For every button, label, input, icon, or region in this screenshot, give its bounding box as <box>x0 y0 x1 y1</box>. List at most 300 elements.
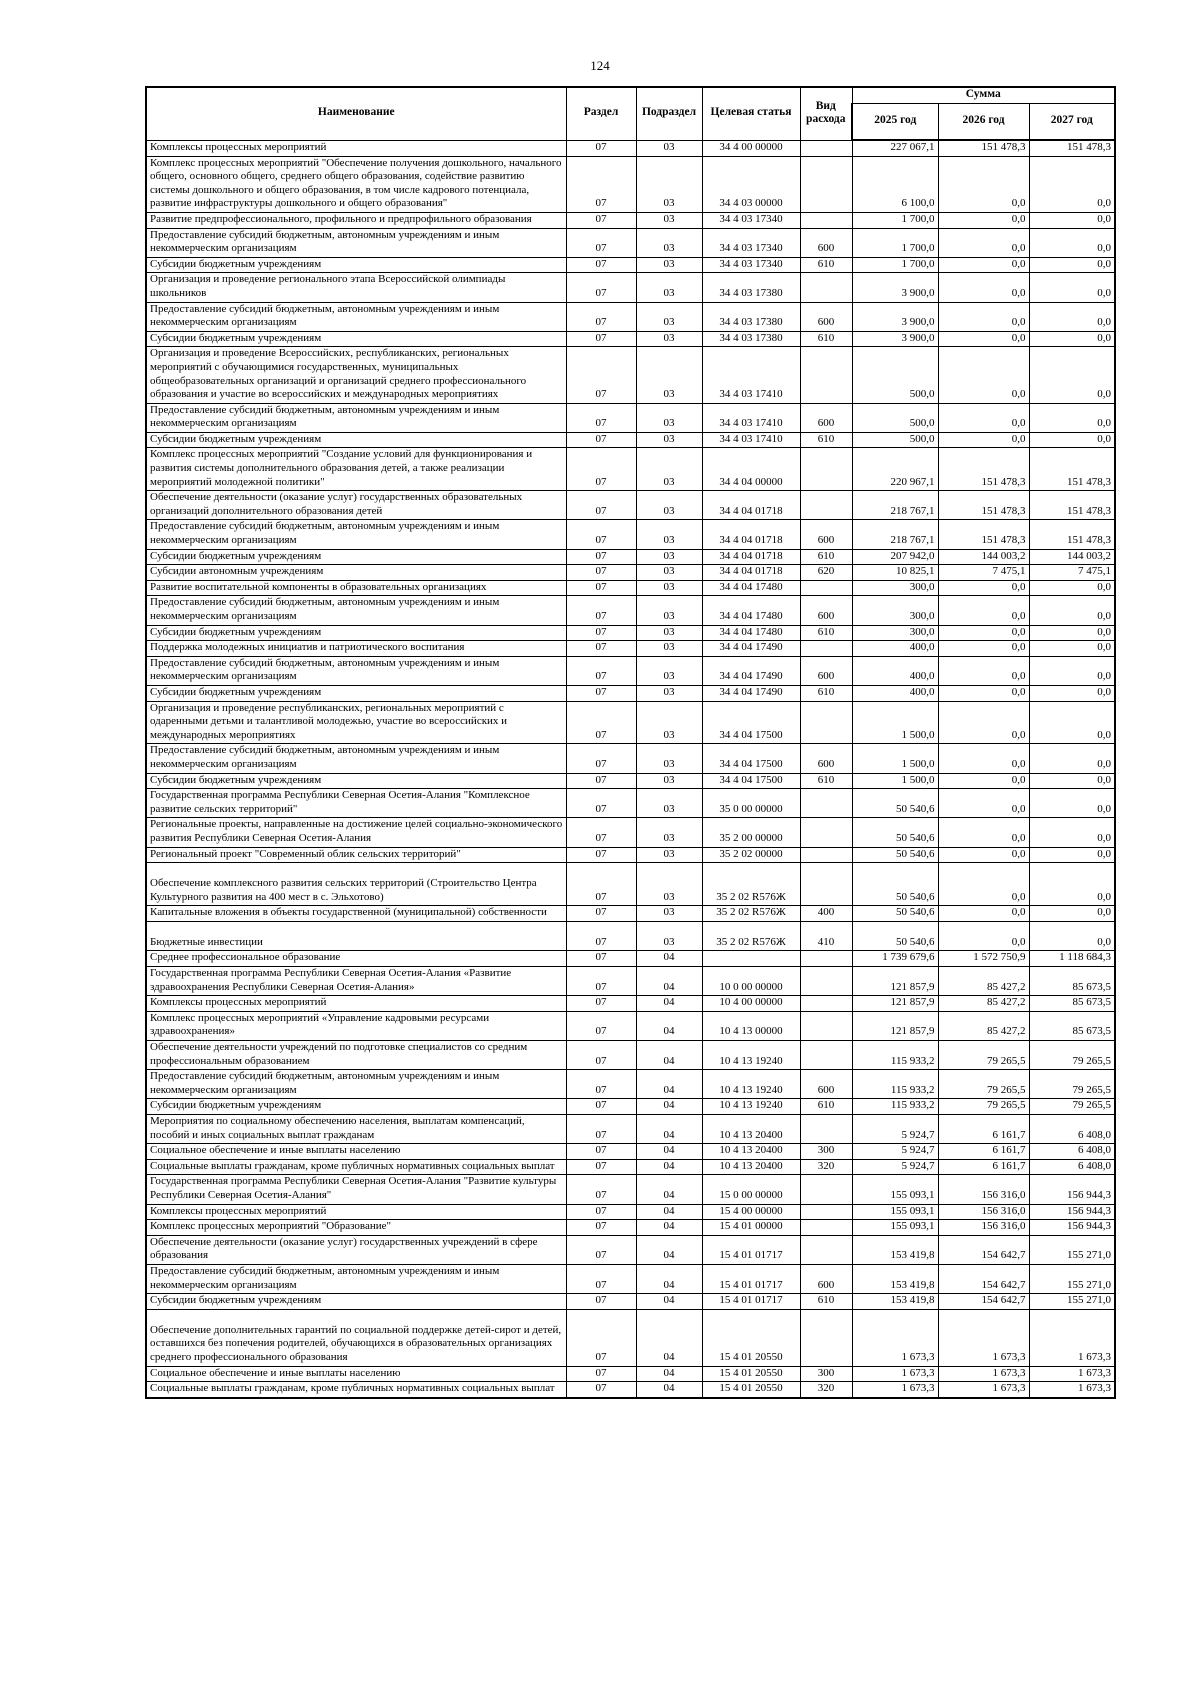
row-sum-2025: 1 700,0 <box>852 212 938 228</box>
table-header <box>146 87 1115 140</box>
row-sum-2025: 1 500,0 <box>852 744 938 773</box>
row-vid-raskhoda <box>800 1235 852 1264</box>
row-vid-raskhoda: 320 <box>800 1382 852 1398</box>
row-podrazdel: 03 <box>636 212 702 228</box>
row-sum-2025: 5 924,7 <box>852 1115 938 1144</box>
row-sum-2025: 153 419,8 <box>852 1294 938 1310</box>
row-name: Государственная программа Республики Северная Осетия-Алания «Развитие здравоохранения Республики Северная Осетия-Алания» <box>146 967 566 996</box>
row-vid-raskhoda <box>800 863 852 906</box>
table-row <box>146 818 1115 847</box>
row-vid-raskhoda: 410 <box>800 921 852 951</box>
row-sum-2026: 154 642,7 <box>938 1235 1029 1264</box>
row-sum-2025: 218 767,1 <box>852 491 938 520</box>
row-sum-2025: 218 767,1 <box>852 520 938 549</box>
row-sum-2026: 1 673,3 <box>938 1382 1029 1398</box>
row-sum-2025: 1 739 679,6 <box>852 951 938 967</box>
header-year-2025: 2025 год <box>852 104 938 141</box>
row-sum-2025: 1 500,0 <box>852 773 938 789</box>
row-podrazdel: 03 <box>636 448 702 491</box>
row-razdel: 07 <box>566 1309 636 1366</box>
row-name: Социальное обеспечение и иные выплаты населению <box>146 1366 566 1382</box>
row-razdel: 07 <box>566 432 636 448</box>
row-sum-2027: 0,0 <box>1029 432 1115 448</box>
row-name: Региональный проект "Современный облик сельских территорий" <box>146 847 566 863</box>
row-vid-raskhoda: 610 <box>800 773 852 789</box>
row-sum-2025: 50 540,6 <box>852 818 938 847</box>
row-sum-2026: 154 642,7 <box>938 1294 1029 1310</box>
table-row <box>146 1011 1115 1040</box>
row-name: Организация и проведение Всероссийских, республиканских, региональных мероприятий с обучающимися государственных, муниципальных общеобразовательных организаций и организаций среднего профессионального образования и участие во всероссийских и международных мероприятиях <box>146 347 566 403</box>
row-celevaya-statya: 35 2 02 00000 <box>702 847 800 863</box>
row-razdel: 07 <box>566 1175 636 1204</box>
row-celevaya-statya: 34 4 03 17380 <box>702 273 800 302</box>
row-podrazdel: 03 <box>636 818 702 847</box>
row-vid-raskhoda <box>800 1011 852 1040</box>
table-row <box>146 1366 1115 1382</box>
budget-table <box>145 86 1116 1399</box>
row-celevaya-statya: 34 4 04 01718 <box>702 520 800 549</box>
row-razdel: 07 <box>566 1220 636 1236</box>
row-sum-2025: 1 673,3 <box>852 1382 938 1398</box>
row-celevaya-statya: 35 2 02 R576Ж <box>702 921 800 951</box>
row-sum-2026: 0,0 <box>938 863 1029 906</box>
row-celevaya-statya: 34 4 04 17480 <box>702 596 800 625</box>
row-vid-raskhoda <box>800 491 852 520</box>
row-razdel: 07 <box>566 140 636 156</box>
row-podrazdel: 04 <box>636 1235 702 1264</box>
row-name: Предоставление субсидий бюджетным, автономным учреждениям и иным некоммерческим организациям <box>146 1264 566 1293</box>
row-sum-2026: 151 478,3 <box>938 140 1029 156</box>
row-sum-2027: 151 478,3 <box>1029 140 1115 156</box>
row-sum-2025: 50 540,6 <box>852 863 938 906</box>
row-podrazdel: 03 <box>636 331 702 347</box>
row-name: Организация и проведение республиканских, региональных мероприятий с одаренными детьми и талантливой молодежью, участие во всероссийских и международных мероприятиях <box>146 701 566 744</box>
row-sum-2027: 7 475,1 <box>1029 565 1115 581</box>
row-sum-2025: 155 093,1 <box>852 1175 938 1204</box>
row-sum-2027: 0,0 <box>1029 156 1115 212</box>
row-podrazdel: 03 <box>636 520 702 549</box>
row-name: Субсидии бюджетным учреждениям <box>146 331 566 347</box>
row-name: Организация и проведение регионального этапа Всероссийской олимпиады школьников <box>146 273 566 302</box>
table-row <box>146 491 1115 520</box>
table-row <box>146 847 1115 863</box>
row-sum-2026: 1 673,3 <box>938 1309 1029 1366</box>
row-celevaya-statya: 34 4 03 17340 <box>702 257 800 273</box>
row-celevaya-statya: 35 2 02 R576Ж <box>702 863 800 906</box>
row-name: Комплекс процессных мероприятий "Создание условий для функционирования и развития системы дополнительного образования детей, а также реализации мероприятий молодежной политики" <box>146 448 566 491</box>
row-sum-2025: 121 857,9 <box>852 996 938 1012</box>
table-row <box>146 403 1115 432</box>
table-row <box>146 863 1115 906</box>
row-razdel: 07 <box>566 403 636 432</box>
row-podrazdel: 03 <box>636 625 702 641</box>
row-sum-2025: 121 857,9 <box>852 1011 938 1040</box>
row-razdel: 07 <box>566 212 636 228</box>
row-sum-2025: 155 093,1 <box>852 1204 938 1220</box>
row-sum-2027: 0,0 <box>1029 818 1115 847</box>
row-name: Обеспечение дополнительных гарантий по социальной поддержке детей-сирот и детей, оставшихся без попечения родителей, обучающихся в образовательных организациях среднего профессионального образования <box>146 1309 566 1366</box>
row-sum-2026: 79 265,5 <box>938 1070 1029 1099</box>
row-podrazdel: 04 <box>636 1204 702 1220</box>
row-name: Субсидии бюджетным учреждениям <box>146 432 566 448</box>
row-sum-2027: 85 673,5 <box>1029 1011 1115 1040</box>
row-vid-raskhoda: 600 <box>800 1264 852 1293</box>
row-sum-2026: 0,0 <box>938 302 1029 331</box>
row-sum-2026: 0,0 <box>938 580 1029 596</box>
row-razdel: 07 <box>566 685 636 701</box>
table-body <box>146 140 1115 1398</box>
row-razdel: 07 <box>566 565 636 581</box>
row-celevaya-statya: 10 4 13 19240 <box>702 1099 800 1115</box>
row-name: Обеспечение комплексного развития сельских территорий (Строительство Центра Культурного развития на 400 мест в с. Эльхотово) <box>146 863 566 906</box>
row-podrazdel: 03 <box>636 565 702 581</box>
row-sum-2026: 0,0 <box>938 656 1029 685</box>
table-row <box>146 347 1115 403</box>
row-sum-2025: 207 942,0 <box>852 549 938 565</box>
row-celevaya-statya: 35 2 00 00000 <box>702 818 800 847</box>
row-razdel: 07 <box>566 520 636 549</box>
row-sum-2025: 400,0 <box>852 641 938 657</box>
row-sum-2026: 0,0 <box>938 156 1029 212</box>
row-razdel: 07 <box>566 744 636 773</box>
row-razdel: 07 <box>566 656 636 685</box>
row-sum-2025: 500,0 <box>852 347 938 403</box>
row-sum-2027: 1 673,3 <box>1029 1309 1115 1366</box>
row-celevaya-statya: 15 4 01 01717 <box>702 1264 800 1293</box>
header-summa: Сумма <box>852 87 1115 104</box>
row-sum-2025: 500,0 <box>852 403 938 432</box>
row-sum-2025: 115 933,2 <box>852 1099 938 1115</box>
row-podrazdel: 03 <box>636 685 702 701</box>
row-sum-2025: 400,0 <box>852 656 938 685</box>
row-sum-2026: 156 316,0 <box>938 1204 1029 1220</box>
row-celevaya-statya: 34 4 04 17490 <box>702 641 800 657</box>
row-sum-2026: 0,0 <box>938 906 1029 922</box>
row-name: Развитие предпрофессионального, профильного и предпрофильного образования <box>146 212 566 228</box>
row-podrazdel: 03 <box>636 403 702 432</box>
row-celevaya-statya: 34 4 04 01718 <box>702 549 800 565</box>
row-name: Субсидии бюджетным учреждениям <box>146 549 566 565</box>
row-sum-2027: 1 673,3 <box>1029 1366 1115 1382</box>
row-name: Предоставление субсидий бюджетным, автономным учреждениям и иным некоммерческим организациям <box>146 1070 566 1099</box>
row-sum-2025: 3 900,0 <box>852 331 938 347</box>
row-sum-2026: 6 161,7 <box>938 1115 1029 1144</box>
row-sum-2025: 220 967,1 <box>852 448 938 491</box>
row-sum-2027: 0,0 <box>1029 347 1115 403</box>
row-vid-raskhoda <box>800 347 852 403</box>
row-podrazdel: 04 <box>636 967 702 996</box>
row-celevaya-statya: 10 0 00 00000 <box>702 967 800 996</box>
row-celevaya-statya: 34 4 00 00000 <box>702 140 800 156</box>
row-podrazdel: 03 <box>636 656 702 685</box>
row-name: Социальные выплаты гражданам, кроме публичных нормативных социальных выплат <box>146 1159 566 1175</box>
row-razdel: 07 <box>566 818 636 847</box>
row-podrazdel: 03 <box>636 744 702 773</box>
row-sum-2026: 0,0 <box>938 744 1029 773</box>
row-name: Комплекс процессных мероприятий "Образование" <box>146 1220 566 1236</box>
row-podrazdel: 03 <box>636 228 702 257</box>
row-sum-2026: 79 265,5 <box>938 1099 1029 1115</box>
row-celevaya-statya: 15 4 01 01717 <box>702 1235 800 1264</box>
row-name: Субсидии бюджетным учреждениям <box>146 625 566 641</box>
row-vid-raskhoda: 610 <box>800 1294 852 1310</box>
row-razdel: 07 <box>566 331 636 347</box>
row-name: Поддержка молодежных инициатив и патриотического воспитания <box>146 641 566 657</box>
row-razdel: 07 <box>566 156 636 212</box>
row-celevaya-statya: 34 4 03 17340 <box>702 228 800 257</box>
row-sum-2027: 0,0 <box>1029 921 1115 951</box>
row-sum-2026: 0,0 <box>938 596 1029 625</box>
row-vid-raskhoda: 600 <box>800 520 852 549</box>
row-razdel: 07 <box>566 257 636 273</box>
row-sum-2026: 0,0 <box>938 212 1029 228</box>
row-vid-raskhoda: 600 <box>800 596 852 625</box>
row-sum-2025: 300,0 <box>852 580 938 596</box>
row-podrazdel: 03 <box>636 257 702 273</box>
row-sum-2026: 0,0 <box>938 432 1029 448</box>
row-podrazdel: 03 <box>636 580 702 596</box>
row-sum-2026: 1 572 750,9 <box>938 951 1029 967</box>
row-podrazdel: 03 <box>636 789 702 818</box>
row-vid-raskhoda <box>800 1309 852 1366</box>
row-celevaya-statya: 15 4 00 00000 <box>702 1204 800 1220</box>
row-sum-2027: 155 271,0 <box>1029 1235 1115 1264</box>
table-row <box>146 744 1115 773</box>
row-sum-2027: 1 673,3 <box>1029 1382 1115 1398</box>
row-sum-2027: 6 408,0 <box>1029 1144 1115 1160</box>
row-podrazdel: 04 <box>636 1264 702 1293</box>
table-row <box>146 951 1115 967</box>
row-vid-raskhoda: 600 <box>800 302 852 331</box>
table-row <box>146 641 1115 657</box>
row-sum-2025: 153 419,8 <box>852 1264 938 1293</box>
row-sum-2025: 3 900,0 <box>852 273 938 302</box>
row-podrazdel: 04 <box>636 1115 702 1144</box>
row-celevaya-statya: 34 4 04 17480 <box>702 580 800 596</box>
row-celevaya-statya: 34 4 03 17340 <box>702 212 800 228</box>
row-name: Среднее профессиональное образование <box>146 951 566 967</box>
row-name: Обеспечение деятельности (оказание услуг) государственных образовательных организаций дополнительного образования детей <box>146 491 566 520</box>
row-vid-raskhoda: 600 <box>800 744 852 773</box>
row-vid-raskhoda <box>800 1220 852 1236</box>
row-sum-2027: 144 003,2 <box>1029 549 1115 565</box>
row-celevaya-statya: 34 4 04 01718 <box>702 565 800 581</box>
row-sum-2026: 0,0 <box>938 257 1029 273</box>
row-celevaya-statya: 34 4 03 17380 <box>702 331 800 347</box>
row-name: Субсидии бюджетным учреждениям <box>146 685 566 701</box>
row-celevaya-statya: 15 4 01 20550 <box>702 1382 800 1398</box>
row-sum-2025: 3 900,0 <box>852 302 938 331</box>
row-podrazdel: 04 <box>636 1011 702 1040</box>
row-vid-raskhoda <box>800 1115 852 1144</box>
row-sum-2025: 300,0 <box>852 625 938 641</box>
row-podrazdel: 03 <box>636 302 702 331</box>
row-sum-2027: 0,0 <box>1029 228 1115 257</box>
row-vid-raskhoda <box>800 1041 852 1070</box>
header-vid-raskhoda: Вид расхода <box>800 87 852 140</box>
row-sum-2027: 0,0 <box>1029 847 1115 863</box>
row-sum-2027: 0,0 <box>1029 656 1115 685</box>
row-name: Социальное обеспечение и иные выплаты населению <box>146 1144 566 1160</box>
row-sum-2026: 0,0 <box>938 921 1029 951</box>
row-razdel: 07 <box>566 347 636 403</box>
header-year-2026: 2026 год <box>938 104 1029 141</box>
table-row <box>146 967 1115 996</box>
row-razdel: 07 <box>566 1159 636 1175</box>
row-razdel: 07 <box>566 1115 636 1144</box>
table-row <box>146 228 1115 257</box>
row-sum-2025: 121 857,9 <box>852 967 938 996</box>
row-sum-2025: 1 500,0 <box>852 701 938 744</box>
row-razdel: 07 <box>566 1204 636 1220</box>
row-name: Предоставление субсидий бюджетным, автономным учреждениям и иным некоммерческим организациям <box>146 403 566 432</box>
table-row <box>146 1220 1115 1236</box>
row-name: Предоставление субсидий бюджетным, автономным учреждениям и иным некоммерческим организациям <box>146 596 566 625</box>
row-sum-2026: 0,0 <box>938 773 1029 789</box>
row-name: Предоставление субсидий бюджетным, автономным учреждениям и иным некоммерческим организациям <box>146 656 566 685</box>
row-sum-2027: 0,0 <box>1029 596 1115 625</box>
table-row <box>146 1070 1115 1099</box>
row-name: Капитальные вложения в объекты государственной (муниципальной) собственности <box>146 906 566 922</box>
table-row <box>146 1309 1115 1366</box>
row-celevaya-statya: 10 4 13 19240 <box>702 1070 800 1099</box>
table-row <box>146 331 1115 347</box>
row-name: Предоставление субсидий бюджетным, автономным учреждениям и иным некоммерческим организациям <box>146 744 566 773</box>
row-razdel: 07 <box>566 789 636 818</box>
row-sum-2025: 5 924,7 <box>852 1159 938 1175</box>
row-sum-2027: 0,0 <box>1029 641 1115 657</box>
row-celevaya-statya: 34 4 04 00000 <box>702 448 800 491</box>
table-row <box>146 656 1115 685</box>
row-vid-raskhoda: 610 <box>800 432 852 448</box>
row-podrazdel: 04 <box>636 1382 702 1398</box>
row-sum-2027: 0,0 <box>1029 331 1115 347</box>
row-podrazdel: 04 <box>636 951 702 967</box>
row-vid-raskhoda <box>800 789 852 818</box>
row-sum-2025: 115 933,2 <box>852 1070 938 1099</box>
row-sum-2027: 1 118 684,3 <box>1029 951 1115 967</box>
row-name: Комплекс процессных мероприятий "Обеспечение получения дошкольного, начального общего, основного общего, среднего общего образования, содействие развитию системы дошкольного и общего образования, в том числе кадрового потенциала, развитие инфраструктуры дошкольного и общего образования" <box>146 156 566 212</box>
row-razdel: 07 <box>566 228 636 257</box>
row-name: Бюджетные инвестиции <box>146 921 566 951</box>
row-sum-2027: 79 265,5 <box>1029 1041 1115 1070</box>
table-row <box>146 996 1115 1012</box>
row-podrazdel: 03 <box>636 549 702 565</box>
row-celevaya-statya: 34 4 04 17500 <box>702 744 800 773</box>
row-name: Государственная программа Республики Северная Осетия-Алания "Комплексное развитие сельских территорий" <box>146 789 566 818</box>
row-razdel: 07 <box>566 1041 636 1070</box>
table-row <box>146 302 1115 331</box>
page-number: 124 <box>590 58 610 73</box>
row-sum-2026: 0,0 <box>938 331 1029 347</box>
row-sum-2025: 50 540,6 <box>852 847 938 863</box>
row-podrazdel: 04 <box>636 1175 702 1204</box>
table-row <box>146 701 1115 744</box>
row-celevaya-statya: 10 4 00 00000 <box>702 996 800 1012</box>
row-sum-2025: 1 673,3 <box>852 1366 938 1382</box>
row-celevaya-statya: 15 4 01 00000 <box>702 1220 800 1236</box>
row-sum-2026: 151 478,3 <box>938 491 1029 520</box>
row-razdel: 07 <box>566 596 636 625</box>
row-vid-raskhoda <box>800 140 852 156</box>
row-vid-raskhoda: 600 <box>800 656 852 685</box>
table-row <box>146 565 1115 581</box>
row-vid-raskhoda: 300 <box>800 1144 852 1160</box>
row-vid-raskhoda <box>800 967 852 996</box>
row-vid-raskhoda <box>800 951 852 967</box>
table-row <box>146 1099 1115 1115</box>
row-razdel: 07 <box>566 302 636 331</box>
row-podrazdel: 03 <box>636 701 702 744</box>
row-celevaya-statya: 10 4 13 20400 <box>702 1115 800 1144</box>
row-sum-2025: 300,0 <box>852 596 938 625</box>
row-podrazdel: 03 <box>636 863 702 906</box>
row-celevaya-statya: 34 4 04 17480 <box>702 625 800 641</box>
row-sum-2026: 0,0 <box>938 625 1029 641</box>
row-celevaya-statya: 34 4 04 01718 <box>702 491 800 520</box>
row-sum-2027: 151 478,3 <box>1029 520 1115 549</box>
row-celevaya-statya: 34 4 04 17490 <box>702 685 800 701</box>
row-vid-raskhoda: 600 <box>800 228 852 257</box>
row-sum-2027: 155 271,0 <box>1029 1294 1115 1310</box>
row-sum-2026: 85 427,2 <box>938 967 1029 996</box>
row-podrazdel: 03 <box>636 847 702 863</box>
row-vid-raskhoda <box>800 212 852 228</box>
row-sum-2025: 153 419,8 <box>852 1235 938 1264</box>
table-row <box>146 1144 1115 1160</box>
row-name: Комплекс процессных мероприятий «Управление кадровыми ресурсами здравоохранения» <box>146 1011 566 1040</box>
row-vid-raskhoda: 610 <box>800 549 852 565</box>
row-razdel: 07 <box>566 847 636 863</box>
row-razdel: 07 <box>566 273 636 302</box>
header-razdel: Раздел <box>566 87 636 140</box>
table-row <box>146 257 1115 273</box>
row-name: Обеспечение деятельности (оказание услуг) государственных учреждений в сфере образования <box>146 1235 566 1264</box>
row-name: Комплексы процессных мероприятий <box>146 140 566 156</box>
row-sum-2026: 151 478,3 <box>938 520 1029 549</box>
row-sum-2025: 227 067,1 <box>852 140 938 156</box>
table-row <box>146 596 1115 625</box>
table-row <box>146 789 1115 818</box>
table-row <box>146 580 1115 596</box>
row-razdel: 07 <box>566 1011 636 1040</box>
row-sum-2025: 50 540,6 <box>852 789 938 818</box>
row-razdel: 07 <box>566 549 636 565</box>
row-vid-raskhoda: 610 <box>800 1099 852 1115</box>
row-razdel: 07 <box>566 773 636 789</box>
row-podrazdel: 03 <box>636 906 702 922</box>
table-row <box>146 1115 1115 1144</box>
row-sum-2026: 0,0 <box>938 701 1029 744</box>
row-vid-raskhoda <box>800 580 852 596</box>
table-row <box>146 140 1115 156</box>
table-row <box>146 625 1115 641</box>
row-vid-raskhoda <box>800 156 852 212</box>
row-vid-raskhoda: 400 <box>800 906 852 922</box>
header-year-2027: 2027 год <box>1029 104 1115 141</box>
row-vid-raskhoda <box>800 818 852 847</box>
row-sum-2025: 50 540,6 <box>852 906 938 922</box>
row-vid-raskhoda <box>800 701 852 744</box>
row-razdel: 07 <box>566 1144 636 1160</box>
row-sum-2026: 144 003,2 <box>938 549 1029 565</box>
row-podrazdel: 03 <box>636 641 702 657</box>
table-row <box>146 921 1115 951</box>
row-vid-raskhoda: 610 <box>800 331 852 347</box>
row-sum-2025: 50 540,6 <box>852 921 938 951</box>
row-sum-2026: 1 673,3 <box>938 1366 1029 1382</box>
row-podrazdel: 04 <box>636 1159 702 1175</box>
